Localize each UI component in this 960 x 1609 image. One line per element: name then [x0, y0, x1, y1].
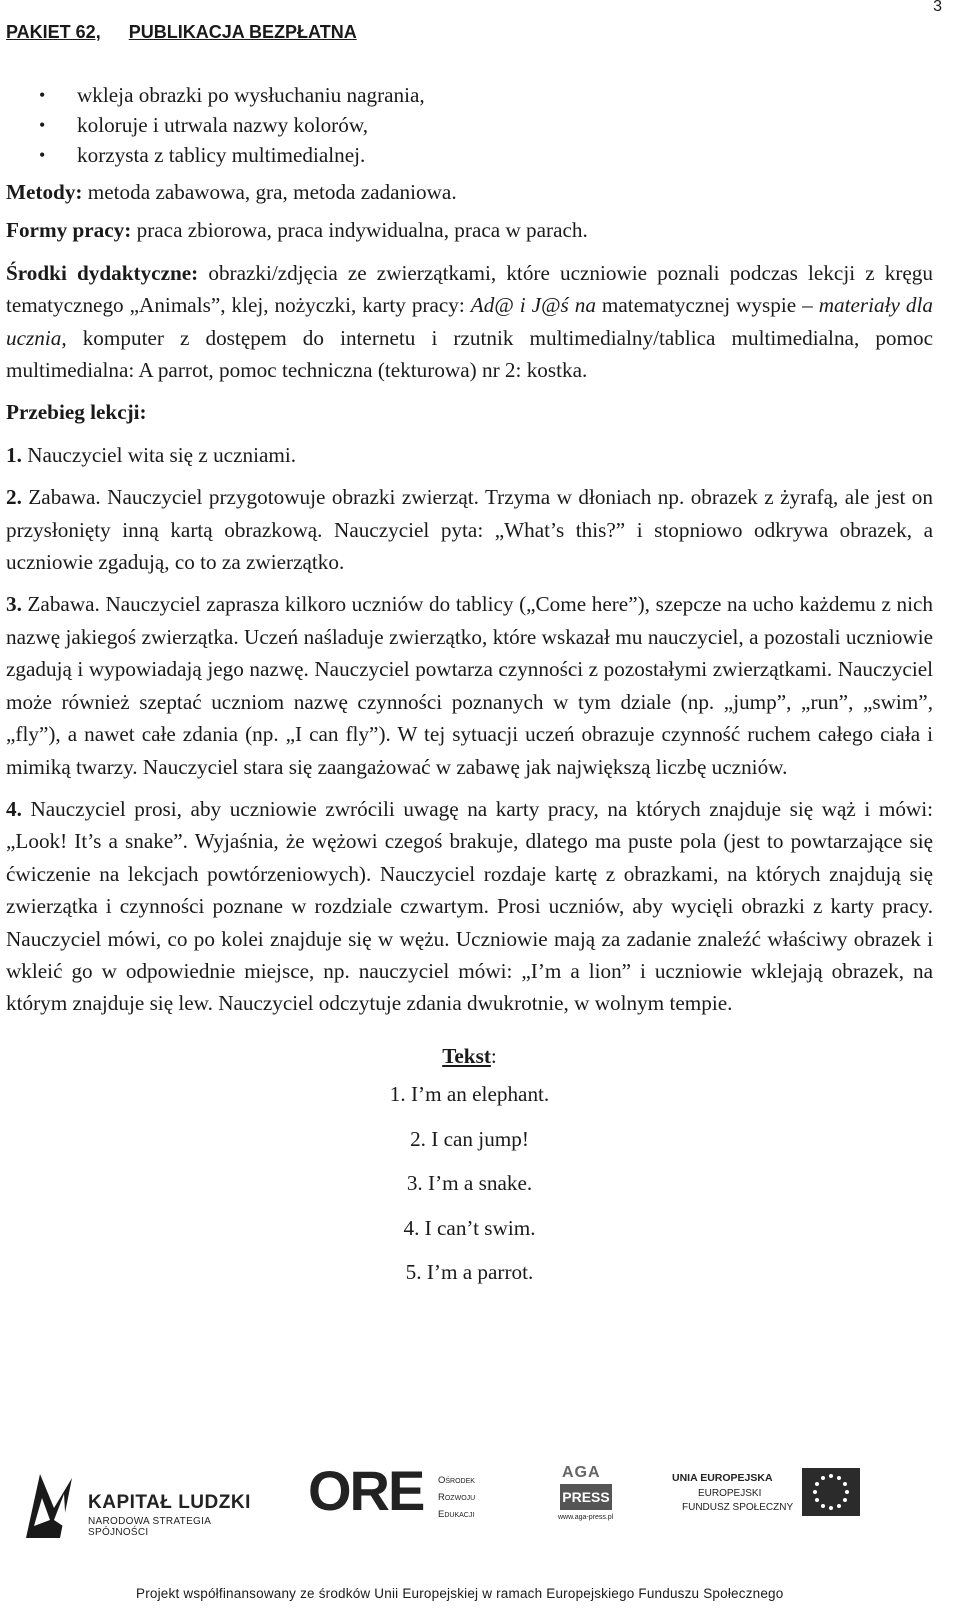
bullet-item: • koloruje i utrwala nazwy kolorów, [77, 110, 933, 140]
step-text: Nauczyciel prosi, aby uczniowie zwrócili uwagę na karty pracy, na których znajduje się wąż i mówi: „Look! It’s a snake”. Wyjaśnia, że wężowi czegoś brakuje, dlatego ma puste pola (jest to powtarzające się ćwiczenie na lekcjach powtórzeniowych). Nauczyciel rozdaje kartę z obrazkami, na których znajdują się zwierzątka i czynności poznane w rozdziale czwartym. Prosi uczniów, aby wycięli obrazki z karty pracy. Nauczyciel mówi, co po kolei znajduje się w wężu. Uczniowie mają za zadanie znaleźć właściwy obrazek i wkleić go w odpowiednie miejsce, np. nauczyciel mówi: „I’m a lion” i uczniowie wklejają obrazek, na którym znajduje się lew. Nauczyciel odczytuje zdania dwukrotnie, w wolnym tempie. [6, 796, 933, 1016]
step-number: 2. [6, 485, 22, 510]
srodki-italic: materiały dla ucznia [6, 293, 933, 350]
ore-line: Edukacji [438, 1509, 475, 1520]
kapital-ludzki-subtitle: NARODOWA STRATEGIA SPÓJNOŚCI [88, 1516, 211, 1538]
sentence: 5. I’m a parrot. [405, 1260, 534, 1285]
page-number: 3 [933, 0, 942, 15]
srodki-paragraph [6, 257, 933, 387]
aga-press-label: PRESS [560, 1484, 612, 1510]
tekst-colon: : [490, 1043, 497, 1068]
sentence: 2. I can jump! [410, 1126, 529, 1151]
kapital-ludzki-title: KAPITAŁ LUDZKI [88, 1492, 251, 1513]
footer-logos [0, 1450, 960, 1609]
eu-flag-icon [802, 1468, 860, 1516]
sentence: 1. I’m an elephant. [389, 1082, 550, 1107]
step-text: Zabawa. Nauczyciel przygotowuje obrazki zwierząt. Trzyma w dłoniach np. obrazek z żyrafą, ale jest on przysłonięty inną kartą obrazkową. Nauczyciel pyta: „What’s this?” i stopniowo odkrywa obrazek, a uczniowie zgadują, co to za zwierzątko. [6, 485, 933, 575]
metody-text: metoda zabawowa, gra, metoda zadaniowa. [82, 180, 457, 204]
tekst-heading [6, 1040, 933, 1072]
document-body [6, 80, 933, 1295]
ore-logo [308, 1459, 488, 1536]
formy-text: praca zbiorowa, praca indywidualna, praca w parach. [131, 218, 588, 243]
przebieg-heading: Przebieg lekcji: [6, 400, 147, 425]
srodki-italic: Ad@ i J@ś na [470, 293, 596, 318]
srodki-text: obrazki/zdjęcia ze zwierzątkami, które uczniowie poznali podczas lekcji z kręgu tematycznego „Animals”, klej, nożyczki, karty pracy: [6, 260, 933, 318]
aga-url: www.aga-press.pl [558, 1514, 614, 1521]
step-paragraph [6, 481, 933, 578]
step-paragraph [6, 588, 933, 782]
aga-press-logo [558, 1464, 618, 1534]
step-number: 4. [6, 796, 22, 821]
sentence: 3. I’m a snake. [406, 1171, 533, 1196]
page-header [6, 22, 357, 43]
eu-line: EUROPEJSKI [698, 1488, 762, 1499]
bullet-list [6, 80, 933, 170]
step-text: Zabawa. Nauczyciel zaprasza kilkoro uczniów do tablicy („Come here”), szepcze na ucho każdemu z nich nazwę jakiegoś zwierzątka. Uczeń naśladuje zwierzątko, które wskazał mu nauczyciel, a pozostali uczniowie zgadują i wypowiadają jego nazwę. Nauczyciel powtarza czynności z pozostałymi zwierzątkami. Nauczyciel może również szeptać uczniom nazwę czynności poznanych w tym dziale (np. „jump”, „run”, „swim”, „fly”), a nawet całe zdania (np. „I can fly”). W tej sytuacji uczeń obrazuje czynność ruchem całego ciała i mimiką twarzy. Nauczyciel stara się zaangażować w zabawę jak największą liczbę uczniów. [6, 592, 933, 779]
step-paragraph [6, 439, 933, 471]
sentence: 4. I can’t swim. [403, 1215, 536, 1240]
formy-label: Formy pracy: [6, 218, 132, 243]
srodki-text: , komputer z dostępem do internetu i rzutnik multimedialny/tablica multimedialna, pomoc multimedialna: A parrot, pomoc techniczna (tekturowa) nr 2: kostka. [6, 325, 933, 383]
ore-line: Rozwoju [438, 1492, 476, 1503]
step-text: Nauczyciel wita się z uczniami. [21, 442, 297, 467]
tekst-label: Tekst [442, 1043, 491, 1068]
header-pakiet: PAKIET 62, [6, 22, 101, 42]
bullet-item: • wkleja obrazki po wysłuchaniu nagrania, [77, 80, 933, 110]
ore-letters: ORE [308, 1459, 424, 1522]
header-publikacja: PUBLIKACJA BEZPŁATNA [128, 22, 357, 42]
bullet-item: • korzysta z tablicy multimedialnej. [77, 140, 933, 170]
ore-line: Ośrodek [438, 1475, 475, 1486]
srodki-text: matematycznej wyspie – [595, 293, 819, 318]
metody-line [6, 176, 933, 208]
aga-mark: AGA [562, 1464, 601, 1481]
kapital-ludzki-emblem-icon [20, 1468, 78, 1542]
project-footnote: Projekt współfinansowany ze środków Unii Europejskiej w ramach Europejskiego Funduszu Społecznego [136, 1586, 784, 1601]
eu-line: FUNDUSZ SPOŁECZNY [682, 1502, 794, 1513]
eu-logo [672, 1468, 862, 1538]
metody-label: Metody: [6, 180, 83, 204]
step-paragraph [6, 793, 933, 1020]
kapital-ludzki-logo [20, 1460, 270, 1550]
step-number: 3. [6, 592, 22, 617]
srodki-label: Środki dydaktyczne: [6, 260, 199, 285]
step-number: 1. [6, 442, 22, 467]
formy-line [6, 214, 933, 246]
ore-name [438, 1472, 475, 1523]
eu-line: UNIA EUROPEJSKA [672, 1472, 773, 1484]
